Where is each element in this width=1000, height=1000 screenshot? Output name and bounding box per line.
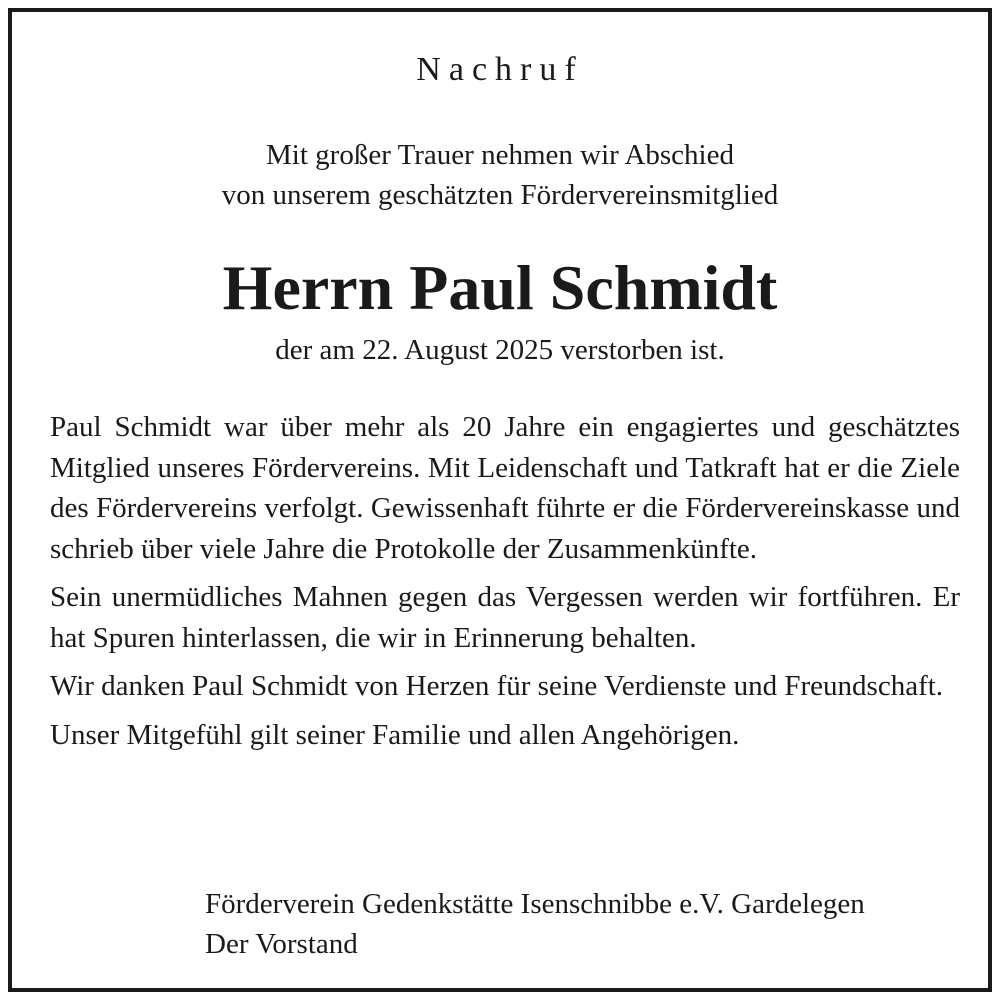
- intro-line-2: von unserem geschätzten Fördervereinsmitglied: [221, 179, 779, 211]
- paragraph-tribute: Paul Schmidt war über mehr als 20 Jahre ein engagiertes und geschätztes Mitglied unseres Fördervereins. Mit Leidenschaft und Tatkraft hat er die Ziele des Fördervereins verfolgt. Gewissenhaft führte er die Fördervereinskasse und schrieb über viele Jahre die Protokolle der Zusammenkünfte.: [50, 411, 960, 565]
- body-text: [50, 407, 960, 763]
- signature-organization: Förderverein Gedenkstätte Isenschnibbe e.V. Gardelegen: [205, 888, 865, 920]
- paragraph-thanks: Wir danken Paul Schmidt von Herzen für seine Verdienste und Freundschaft.: [50, 670, 944, 702]
- notice-frame: [8, 8, 992, 992]
- intro-text: [12, 135, 988, 215]
- death-date-line: der am 22. August 2025 verstorben ist.: [275, 334, 725, 366]
- notice-heading: Nachruf: [416, 51, 584, 88]
- signature-block: [205, 884, 965, 964]
- paragraph-legacy: Sein unermüdliches Mahnen gegen das Vergessen werden wir fortführen. Er hat Spuren hinterlassen, die wir in Erinnerung behalten.: [50, 581, 960, 654]
- paragraph-condolence: Unser Mitgefühl gilt seiner Familie und allen Angehörigen.: [50, 718, 740, 751]
- deceased-name: Herrn Paul Schmidt: [222, 252, 778, 323]
- signature-board: Der Vorstand: [205, 928, 358, 960]
- intro-line-1: Mit großer Trauer nehmen wir Abschied: [266, 139, 734, 171]
